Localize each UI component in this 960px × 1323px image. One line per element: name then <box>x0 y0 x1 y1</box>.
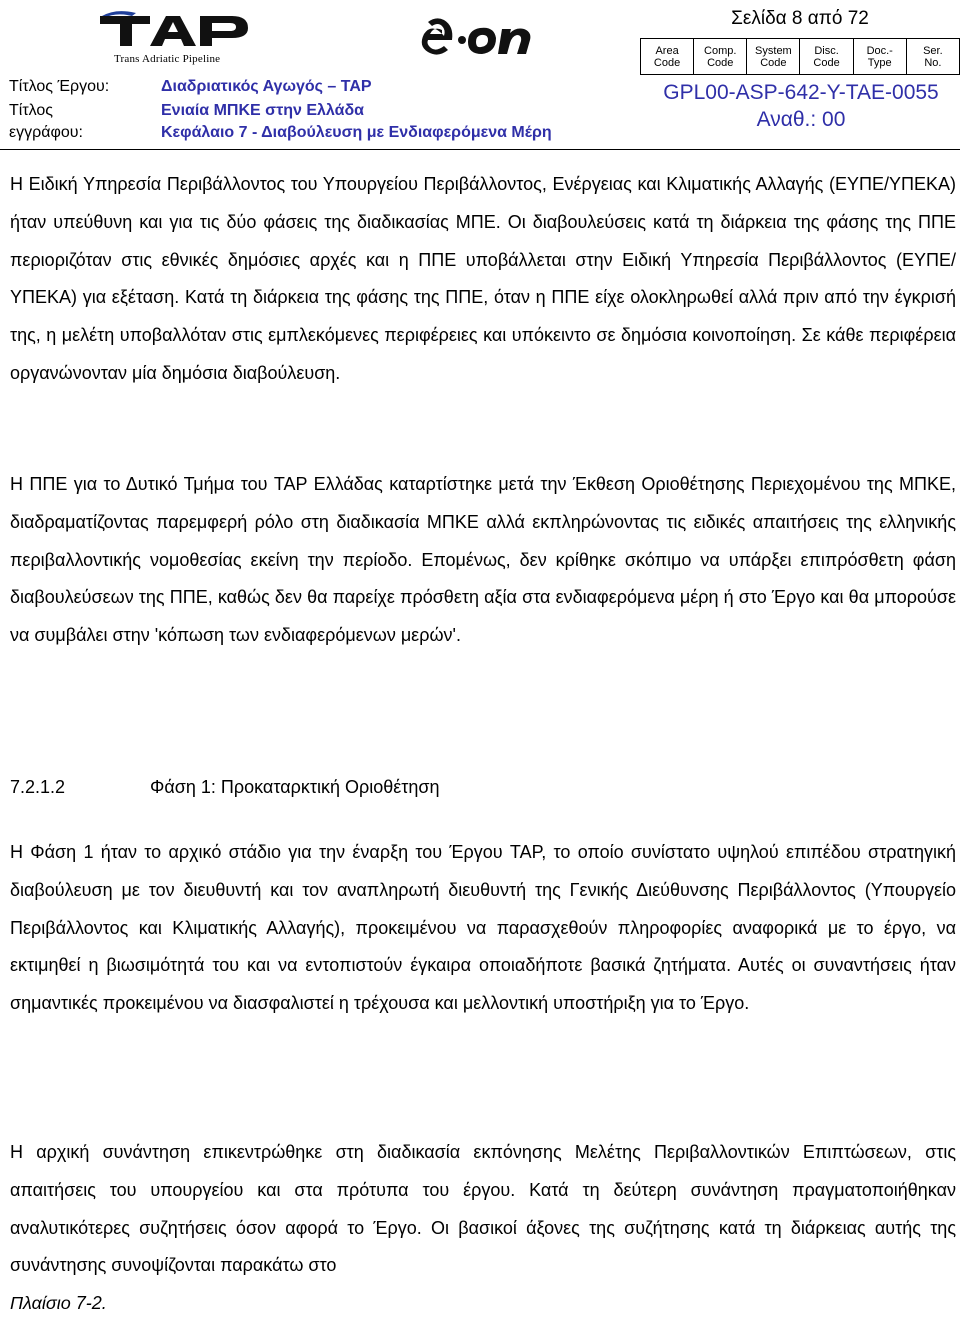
code-cell-label: Doc.- <box>866 44 893 57</box>
section-title: Φάση 1: Προκαταρκτική Οριοθέτηση <box>150 777 440 797</box>
document-title-label: Τίτλος <box>9 102 54 119</box>
box-reference-link[interactable]: Πλαίσιο 7-2. <box>10 1293 107 1314</box>
paragraph-2: Η ΠΠΕ για το Δυτικό Τμήμα του TAP Ελλάδας καταρτίστηκε μετά την Έκθεση Οριοθέτησης Περιεχομένου της ΜΠΚΕ, διαδραματίζοντας παρεμφερή ρόλο στη διαδικασία ΜΠΚΕ αλλά εκπληρώνοντας τις ειδικές απαιτήσεις της ελληνικής περιβαλλοντικής νομοθεσίας εκείνη την περίοδο. Επομένως, δεν κρίθηκε σκόπιμο να υπάρξει επιπρόσθετη φάση διαβουλεύσεων της ΠΠΕ, καθώς δεν θα παρείχε πρόσθετη αξία στα ενδιαφερόμενα μέρη ή στο Έργο και θα μπορούσε να συμβάλει στην 'κόπωση των ενδιαφερόμενων μερών'. <box>10 474 956 646</box>
document-code: GPL00-ASP-642-Y-TAE-0055 <box>663 81 939 104</box>
title-block <box>9 76 629 146</box>
paragraph-4 <box>10 1134 956 1323</box>
tap-logo-mark <box>96 6 256 48</box>
code-cell-comp <box>694 39 747 75</box>
section-number: 7.2.1.2 <box>10 777 66 797</box>
code-cell-area <box>641 39 694 75</box>
code-cell-label: No. <box>924 56 942 69</box>
code-table <box>640 38 960 75</box>
paragraph-4-text: Η αρχική συνάντηση επικεντρώθηκε στη διαδικασία εκπόνησης Μελέτης Περιβαλλοντικών Επιπτώσεων, στις απαιτήσεις του υπουργείου και στα πρότυπα του έργου. Κατά τη δεύτερη συνάντηση πραγματοποιήθηκαν αναλυτικότερες συζητήσεις όσον αφορά το Έργο. Οι βασικοί άξονες της συζήτησης κατά τη διάρκειας αυτής της συνάντησης συνοψίζονται παρακάτω στο <box>10 1142 956 1276</box>
code-cell-label: Code <box>813 56 840 69</box>
page-number: Σελίδα 8 από 72 <box>731 8 869 29</box>
code-cell-label: Comp. <box>704 44 737 57</box>
code-cell-serno <box>906 39 959 75</box>
tap-tagline: Trans Adriatic Pipeline <box>114 53 221 65</box>
code-cell-label: Ser. <box>923 44 943 57</box>
project-title-value: Διαδριατικός Αγωγός – TAP <box>161 78 372 95</box>
eon-logo <box>418 14 542 58</box>
code-cell-label: Area <box>655 44 679 57</box>
code-cell-disc <box>800 39 853 75</box>
code-cell-system <box>747 39 800 75</box>
paragraph-3: Η Φάση 1 ήταν το αρχικό στάδιο για την έναρξη του Έργου TAP, το οποίο συνίστατο υψηλού επιπέδου στρατηγική διαβούλευση με τον διευθυντή και τον αναπληρωτή διευθυντή της Γενικής Διεύθυνσης Περιβάλλοντος (Υπουργείο Περιβάλλοντος και Κλιματικής Αλλαγής), προκειμένου να παρασχεθούν πληροφορίες αναφορικά με το έργο, να εκτιμηθεί η βιωσιμότητά του και να εντοπιστούν έγκαιρα οποιαδήποτε βασικά ζητήματα. Αυτές οι συναντήσεις ήταν σημαντικές προκειμένου να διασφαλιστεί η τρέχουσα και μελλοντική υποστήριξη για το Έργο. <box>10 842 956 1014</box>
document-header <box>0 0 960 150</box>
tap-logo <box>96 6 256 64</box>
code-cell-label: System <box>755 44 792 57</box>
chapter-title-value: Κεφάλαιο 7 - Διαβούλευση με Ενδιαφερόμενα Μέρη <box>161 124 552 141</box>
code-cell-label: Type <box>867 56 892 69</box>
code-cell-label: Code <box>653 56 681 69</box>
document-code-block <box>640 0 960 75</box>
project-title-label: Τίτλος Έργου: <box>9 78 110 95</box>
revision-number: Αναθ.: 00 <box>756 108 846 131</box>
code-cell-label: Code <box>760 56 787 69</box>
eon-logo-mark <box>418 14 542 58</box>
code-cell-doctype <box>853 39 906 75</box>
paragraph-1: Η Ειδική Υπηρεσία Περιβάλλοντος του Υπουργείου Περιβάλλοντος, Ενέργειας και Κλιματικής Αλλαγής (ΕΥΠΕ/ΥΠΕΚΑ) ήταν υπεύθυνη και για τις δύο φάσεις της διαδικασίας ΜΠΕ. Οι διαβουλεύσεις κατά τη διάρκεια της φάσης της ΠΠΕ περιοριζόταν στις εθνικές δημόσιες αρχές και η ΠΠΕ υποβάλλεται στην Ειδική Υπηρεσία Περιβάλλοντος (ΕΥΠΕ/ΥΠΕΚΑ) για εξέταση. Κατά τη διάρκεια της φάσης της ΠΠΕ, όταν η ΠΠΕ είχε ολοκληρωθεί αλλά πριν από την έγκρισή της, η μελέτη υποβαλλόταν στις εμπλεκόμενες περιφέρειες και υπόκειντο σε δημόσια κοινοποίηση. Σε κάθε περιφέρεια οργανώνονταν μία δημόσια διαβούλευση. <box>10 174 956 383</box>
document-title-value: Ενιαία ΜΠΚΕ στην Ελλάδα <box>161 102 364 119</box>
header-divider <box>0 149 960 150</box>
code-cell-label: Code <box>707 56 734 69</box>
code-cell-label: Disc. <box>814 44 839 57</box>
document-title-label-cont: εγγράφου: <box>9 124 83 141</box>
